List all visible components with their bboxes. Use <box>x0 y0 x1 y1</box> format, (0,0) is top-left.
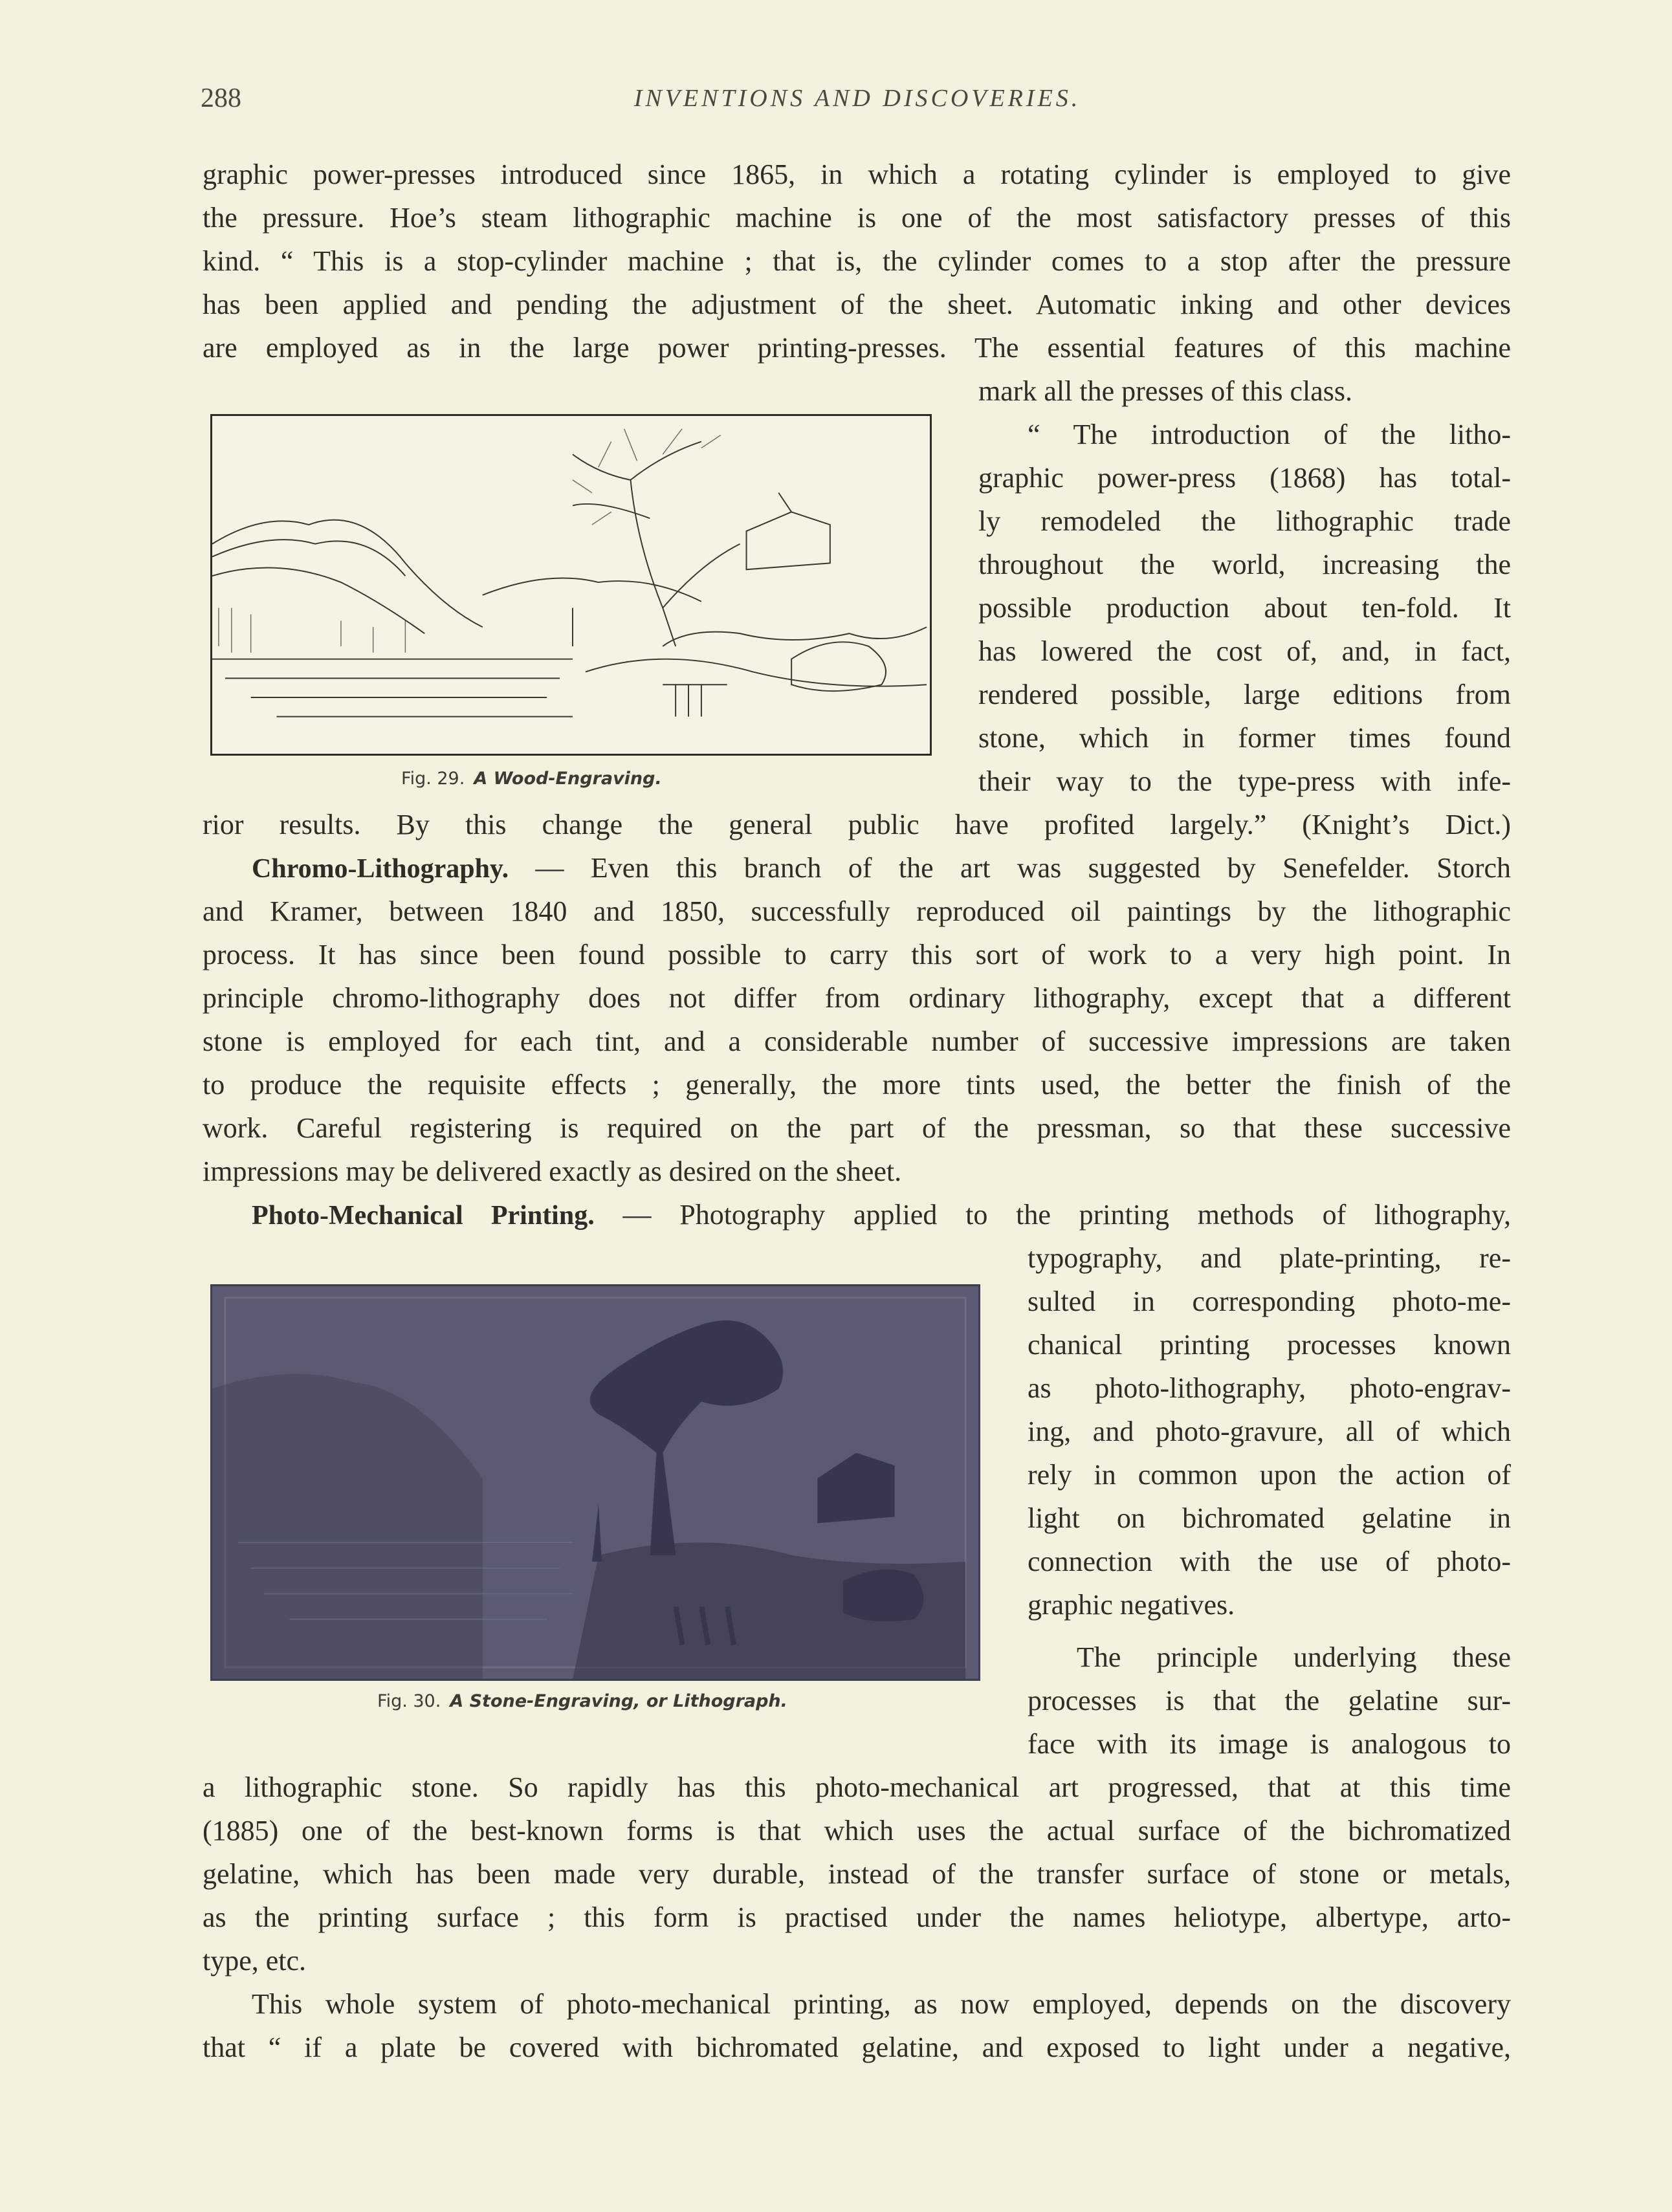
text-line: Photo-Mechanical Printing. — Photography applied to the printing methods of lithography, <box>252 1199 1511 1231</box>
text-line: gelatine, which has been made very durable, instead of the transfer surface of stone or metals, <box>203 1858 1511 1890</box>
text-line: (1885) one of the best-known forms is that which uses the actual surface of the bichromatized <box>203 1815 1511 1846</box>
text-line: work. Careful registering is required on the part of the pressman, so that these successive <box>203 1112 1511 1144</box>
text-line: This whole system of photo-mechanical printing, as now employed, depends on the discovery <box>252 1988 1511 2020</box>
text-line: has lowered the cost of, and, in fact, <box>978 635 1511 667</box>
text-line: impressions may be delivered exactly as desired on the sheet. <box>203 1155 902 1187</box>
text-line: the pressure. Hoe’s steam lithographic machine is one of the most satisfactory presses of this <box>203 202 1511 234</box>
text-line: rior results. By this change the general public have profited largely.” (Knight’s Dict.) <box>203 809 1511 840</box>
text-line: principle chromo-lithography does not differ from ordinary lithography, except that a different <box>203 982 1511 1014</box>
text-line: ing, and photo-gravure, all of which <box>1028 1416 1511 1447</box>
text-line: graphic power-press (1868) has total- <box>978 462 1511 494</box>
text-line: mark all the presses of this class. <box>978 375 1352 407</box>
text-line: chanical printing processes known <box>1028 1329 1511 1361</box>
text-line: face with its image is analogous to <box>1028 1728 1511 1760</box>
figure-29-wood-engraving <box>210 414 932 756</box>
text-line: The principle underlying these <box>1077 1641 1511 1673</box>
text-line: has been applied and pending the adjustment of the sheet. Automatic inking and other devices <box>203 289 1511 320</box>
figure-30-lithograph <box>210 1284 980 1681</box>
text-line: ly remodeled the lithographic trade <box>978 505 1511 537</box>
figure-29-label: Fig. 29. <box>401 769 465 789</box>
text-line: their way to the type-press with infe- <box>978 765 1511 797</box>
text-line: to produce the requisite effects ; generally, the more tints used, the better the finish of the <box>203 1069 1511 1101</box>
text-line: graphic negatives. <box>1028 1589 1235 1621</box>
figure-29-title: A Wood-Engraving. <box>474 769 662 789</box>
text-line: type, etc. <box>203 1945 307 1977</box>
text-line: rendered possible, large editions from <box>978 679 1511 710</box>
text-line: possible production about ten-fold. It <box>978 592 1511 624</box>
text-line: and Kramer, between 1840 and 1850, successfully reproduced oil paintings by the lithographic <box>203 895 1511 927</box>
text-line: process. It has since been found possible to carry this sort of work to a very high point. In <box>203 939 1511 970</box>
page-header <box>201 83 1514 122</box>
text-line: sulted in corresponding photo-me- <box>1028 1286 1511 1317</box>
text-line: stone is employed for each tint, and a considerable number of successive impressions are taken <box>203 1025 1511 1057</box>
text-line: connection with the use of photo- <box>1028 1546 1511 1577</box>
text-line: “ The introduction of the litho- <box>1028 419 1511 450</box>
text-line: light on bichromated gelatine in <box>1028 1502 1511 1534</box>
text-line: kind. “ This is a stop-cylinder machine ; that is, the cylinder comes to a stop after the pressure <box>203 245 1511 277</box>
section-heading-chromo-lithography: Chromo-Lithography. <box>252 854 509 884</box>
text-line: are employed as in the large power printing-presses. The essential features of this machine <box>203 332 1511 364</box>
text-line: rely in common upon the action of <box>1028 1459 1511 1491</box>
figure-29-caption <box>401 769 662 789</box>
text-line: graphic power-presses introduced since 1865, in which a rotating cylinder is employed to give <box>203 159 1511 190</box>
text-line: typography, and plate-printing, re- <box>1028 1242 1511 1274</box>
figure-30-label: Fig. 30. <box>377 1691 441 1711</box>
section-heading-photo-mechanical-printing: Photo-Mechanical Printing. <box>252 1201 595 1231</box>
text-line: Chromo-Lithography. — Even this branch of the art was suggested by Senefelder. Storch <box>252 852 1511 884</box>
text-line: as the printing surface ; this form is practised under the names heliotype, albertype, arto- <box>203 1901 1511 1933</box>
text-line: a lithographic stone. So rapidly has this photo-mechanical art progressed, that at this time <box>203 1771 1511 1803</box>
text-line: that “ if a plate be covered with bichromated gelatine, and exposed to light under a negative, <box>203 2031 1511 2063</box>
page-number: 288 <box>201 83 241 113</box>
text-line: as photo-lithography, photo-engrav- <box>1028 1372 1511 1404</box>
text-line: processes is that the gelatine sur- <box>1028 1685 1511 1716</box>
text-line: throughout the world, increasing the <box>978 549 1511 580</box>
running-head: INVENTIONS AND DISCOVERIES. <box>633 85 1081 112</box>
text-line: stone, which in former times found <box>978 722 1511 754</box>
figure-30-title: A Stone-Engraving, or Lithograph. <box>450 1691 787 1711</box>
figure-30-caption <box>377 1691 787 1711</box>
